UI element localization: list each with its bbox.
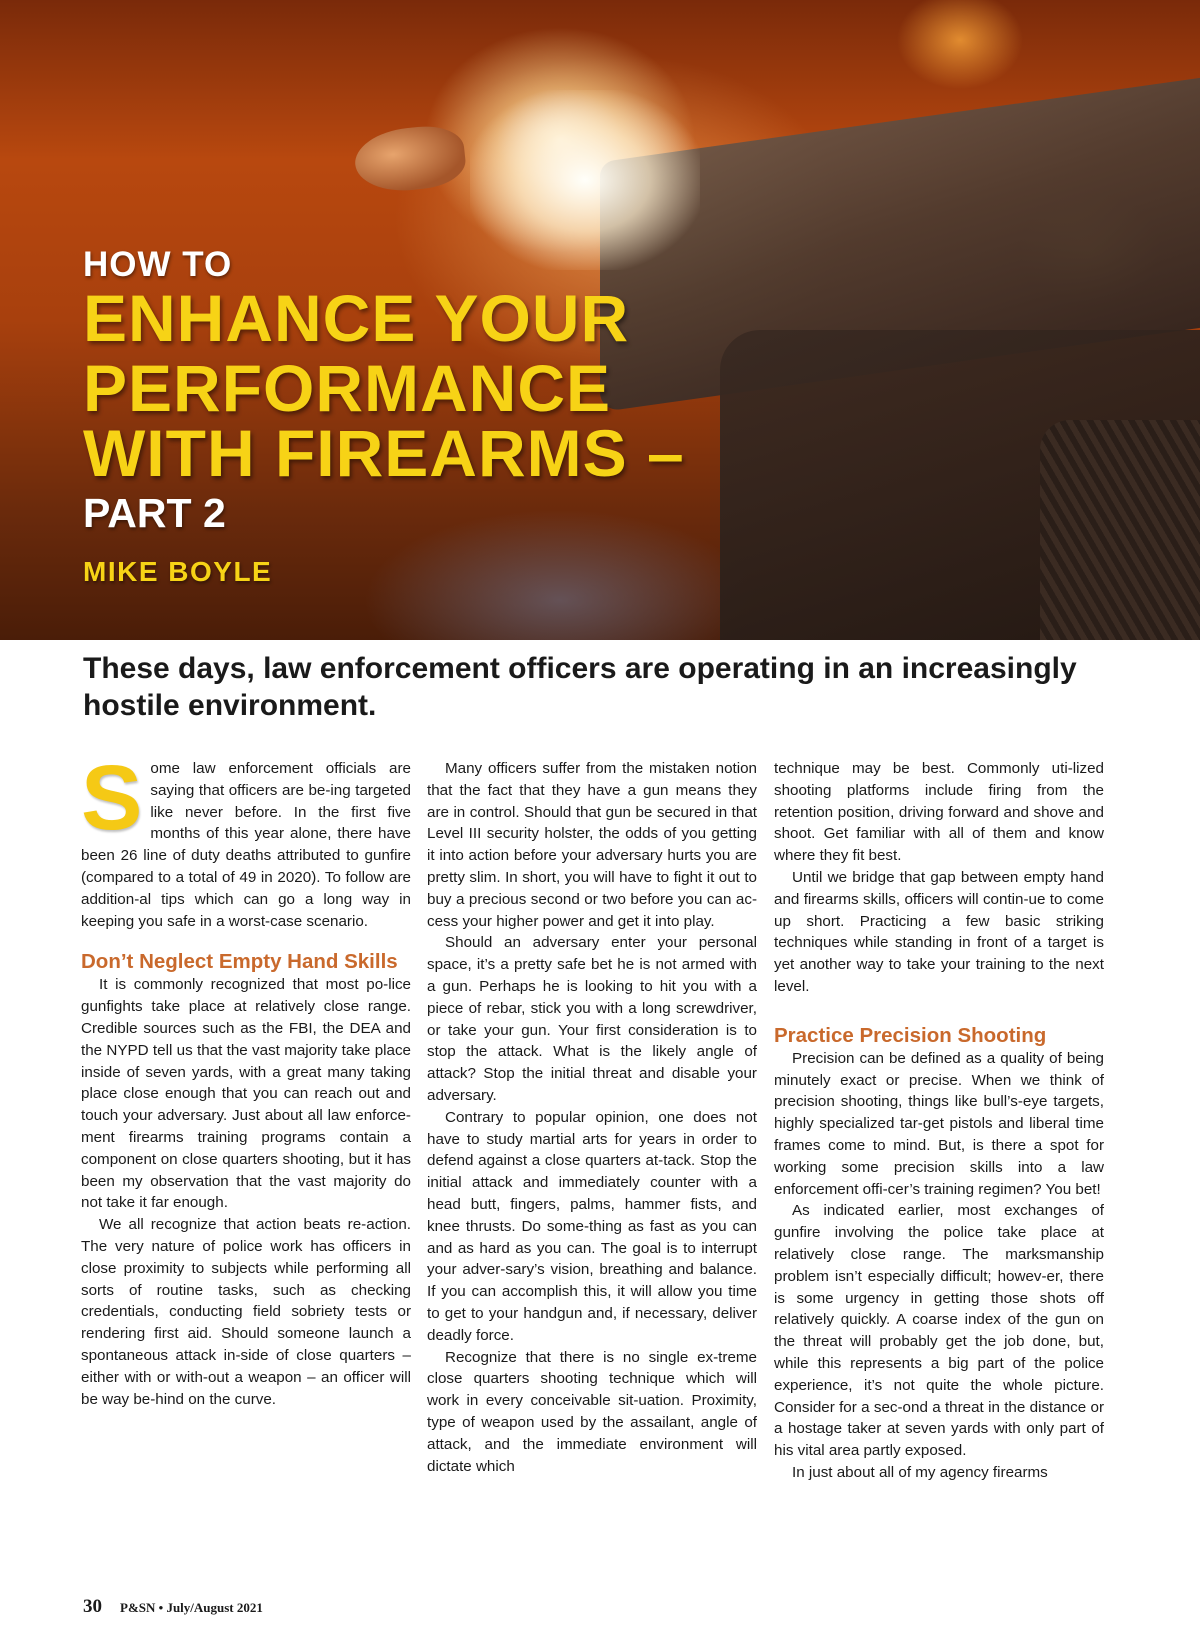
- drop-cap: S: [81, 747, 143, 849]
- title-line-2: PERFORMANCE: [83, 351, 612, 425]
- paragraph: It is commonly recognized that most po-lice gunfights take place at relatively close range. Credible sources such as the FBI, the DEA and the NYPD tell us that the vast majority take place inside of seven yards, with a great many taking place close enough that you can reach out and touch your adversary. Just about all law enforce-ment firearms training programs contain a component on close quarters shooting, but it has been my observation that the vast majority do not take it far enough.: [81, 976, 411, 1212]
- paragraph: Precision can be defined as a quality of being minutely exact or precise. When we think of precision shooting, things like bull’s-eye targets, highly specialized tar-get pistols and liberal time frames come to mind. But, is there a spot for working some precision skills into a law enforcement offi-cer’s training regimen? You bet!: [774, 1049, 1104, 1198]
- paragraph: In just about all of my agency firearms: [792, 1463, 1048, 1481]
- paragraph: Many officers suffer from the mistaken notion that the fact that they have a gun means they are in control. Should that gun be secured in that Level III security holster, the odds of you getting it into action before your adversary hurts you are pretty slim. In short, you will have to fight it out to buy a precious second or two before you can ac-cess your higher power and get it into play.: [427, 760, 757, 930]
- hero-banner: [0, 0, 1200, 640]
- title-line-1: ENHANCE YOUR: [83, 281, 630, 355]
- paragraph: Recognize that there is no single ex-treme close quarters shooting technique which will work in every conceivable sit-uation. Proximity, type of weapon used by the assailant, angle of attack, and the immediate environment will dictate which: [427, 1348, 757, 1475]
- author-byline: MIKE BOYLE: [83, 556, 273, 587]
- column-1: [81, 747, 411, 1410]
- title-kicker: HOW TO: [83, 245, 233, 284]
- article-deck: These days, law enforcement officers are operating in an increasingly hostile environment.: [83, 652, 1077, 722]
- publication-info: P&SN • July/August 2021: [120, 1600, 263, 1615]
- column-2: [427, 758, 757, 1477]
- paragraph: technique may be best. Commonly uti-lized shooting platforms include firing from the retention position, driving forward and shove and shoot. Get familiar with all of them and know where they fit best.: [774, 760, 1104, 865]
- column-3: [774, 758, 1104, 1484]
- section-heading: Practice Precision Shooting: [774, 1023, 1047, 1047]
- muzzle-flash-image: [470, 90, 700, 270]
- paragraph: Contrary to popular opinion, one does not have to study martial arts for years in order to defend against a close quarters at-tack. Stop the initial attack and immediately counter with a head butt, fingers, palms, hammer fists, and knee thrusts. Do some-thing as fast as you can and as hard as you can. The goal is to interrupt your adver-sary’s vision, breathing and balance. If you can accomplish this, it will allow you time to get to your handgun and, if necessary, deliver deadly force.: [427, 1108, 757, 1344]
- paragraph-text: ome law enforcement officials are saying that officers are be-ing targeted like never before. In the first five months of this year alone, there have been 26 line of duty deaths attributed to gunfire (compared to a total of 49 in 2020). To follow are addition-al tips which can go a long way in keeping you safe in a worst-case scenario.: [81, 760, 411, 930]
- paragraph: Until we bridge that gap between empty hand and firearms skills, officers will contin-ue to come up short. Practicing a few basic striking techniques while standing in front of a target is yet another way to take your training to the next level.: [774, 868, 1104, 995]
- title-line-3: WITH FIREARMS –: [83, 416, 685, 490]
- paragraph: As indicated earlier, most exchanges of gunfire involving the police take place at relatively close range. The marksmanship problem isn’t especially difficult; howev-er, there is some urgency in getting those shots off relatively quickly. A coarse index of the gun on the threat will probably get the job done, but, while this represents a big part of the police experience, it’s not quite the whole picture. Consider for a sec-ond a threat in the distance or a hostage taker at seven yards with only part of his vital area partly exposed.: [774, 1202, 1104, 1460]
- page-footer: [83, 1596, 263, 1618]
- title-part: PART 2: [83, 490, 226, 536]
- paragraph: Should an adversary enter your personal space, it’s a pretty safe bet he is not armed with a gun. Perhaps he is looking to hit you with a piece of rebar, stick you with a long screwdriver, or take your gun. Your first consideration is to stop the attack. What is the likely angle of attack? Stop the initial threat and disable your adversary.: [427, 934, 757, 1104]
- section-heading: Don’t Neglect Empty Hand Skills: [81, 950, 398, 974]
- bullet-image: [352, 122, 468, 195]
- paragraph: [81, 747, 411, 932]
- paragraph: We all recognize that action beats re-action. The very nature of police work has officers in close proximity to subjects while performing all sorts of routine tasks, such as checking credentials, conducting field sobriety tests or rendering first aid. Should someone launch a spontaneous attack in-side of close quarters – either with or with-out a weapon – an officer will be way be-hind on the curve.: [81, 1216, 411, 1408]
- page-number: 30: [83, 1596, 102, 1617]
- handgun-grip-image: [1040, 420, 1200, 640]
